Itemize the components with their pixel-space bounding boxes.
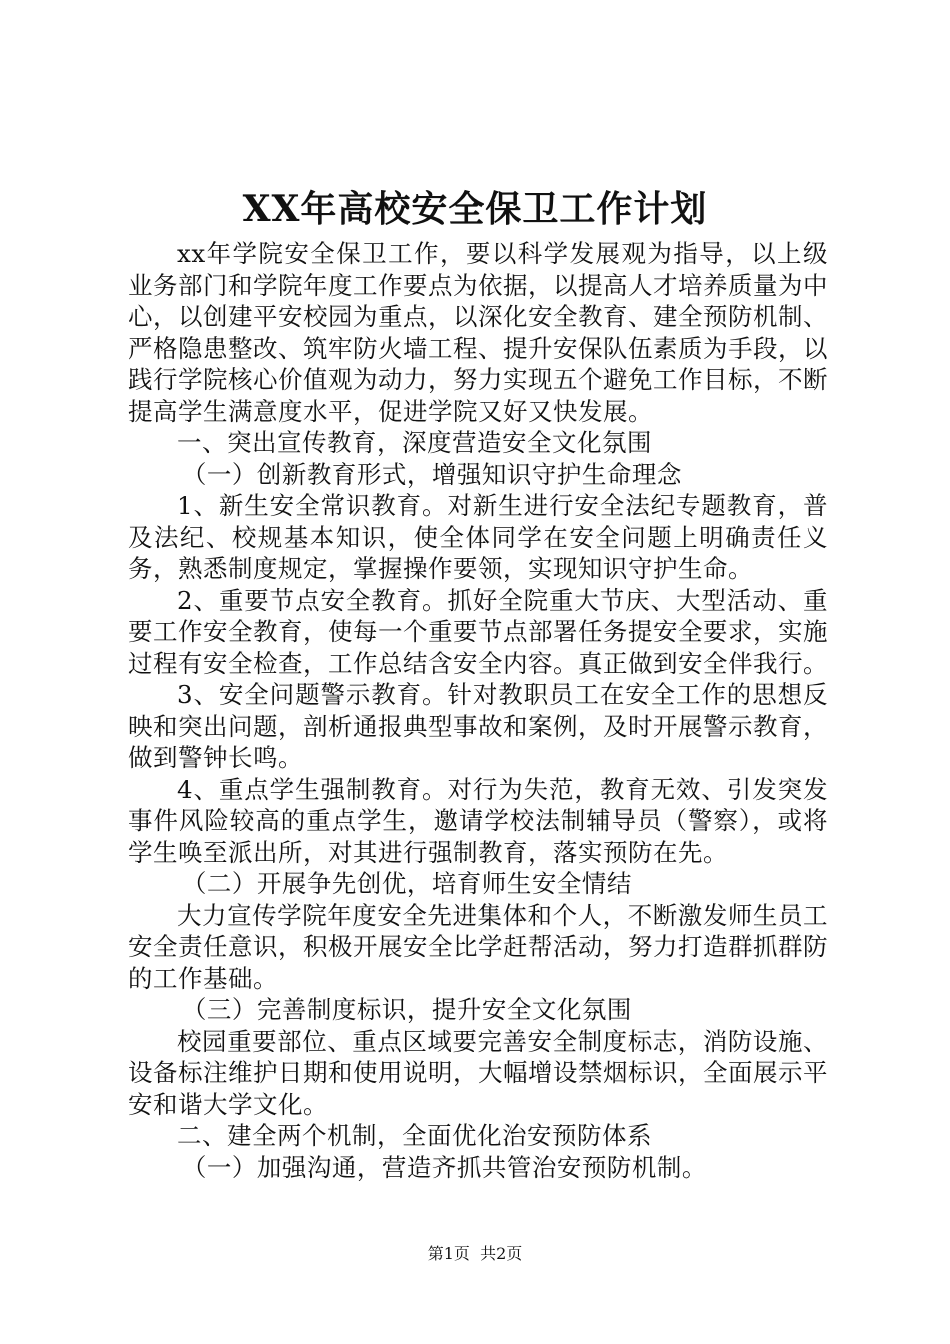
document-body: [128, 238, 828, 1183]
paragraph-intro: xx年学院安全保卫工作，要以科学发展观为指导，以上级业务部门和学院年度工作要点为依据，以提高人才培养质量为中心，以创建平安校园为重点，以深化安全教育、建全预防机制、严格隐患整改、筑牢防火墙工程、提升安保队伍素质为手段，以践行学院核心价值观为动力，努力实现五个避免工作目标，不断提高学生满意度水平，促进学院又好又快发展。: [128, 239, 828, 426]
subsection-heading-1-2: （二）开展争先创优，培育师生安全情结: [181, 869, 632, 898]
page-total: 共2页: [480, 1244, 523, 1263]
page-number: 第1页: [427, 1244, 470, 1263]
subsection-heading-1-3: （三）完善制度标识，提升安全文化氛围: [181, 995, 632, 1024]
paragraph-excellence: 大力宣传学院年度安全先进集体和个人，不断激发师生员工安全责任意识，积极开展安全比学赶帮活动，努力打造群抓群防的工作基础。: [128, 900, 828, 993]
subsection-heading-1-1: （一）创新教育形式，增强知识守护生命理念: [181, 459, 682, 489]
paragraph-signage: 校园重要部位、重点区域要完善安全制度标志，消防设施、设备标注维护日期和使用说明，大幅增设禁烟标识，全面展示平安和谐大学文化。: [128, 1026, 828, 1119]
page-footer: [0, 1243, 950, 1265]
subsection-heading-2-1: （一）加强沟通，营造齐抓共管治安预防机制。: [181, 1152, 707, 1182]
document-title: XX年高校安全保卫工作计划: [242, 188, 708, 230]
paragraph-item-2: 2、重要节点安全教育。抓好全院重大节庆、大型活动、重要工作安全教育，使每一个重要节点部署任务提安全要求，实施过程有安全检查，工作总结含安全内容。真正做到安全伴我行。: [128, 585, 828, 678]
paragraph-item-3: 3、安全问题警示教育。针对教职员工在安全工作的思想反映和突出问题，剖析通报典型事故和案例，及时开展警示教育，做到警钟长鸣。: [128, 680, 828, 772]
section-heading-2: 二、建全两个机制，全面优化治安预防体系: [177, 1121, 652, 1150]
section-heading-1: 一、突出宣传教育，深度营造安全文化氛围: [177, 428, 652, 457]
paragraph-item-4: 4、重点学生强制教育。对行为失范，教育无效、引发突发事件风险较高的重点学生，邀请学校法制辅导员（警察），或将学生唤至派出所，对其进行强制教育，落实预防在先。: [128, 774, 828, 867]
paragraph-item-1: 1、新生安全常识教育。对新生进行安全法纪专题教育，普及法纪、校规基本知识，使全体同学在安全问题上明确责任义务，熟悉制度规定，掌握操作要领，实现知识守护生命。: [128, 491, 828, 583]
